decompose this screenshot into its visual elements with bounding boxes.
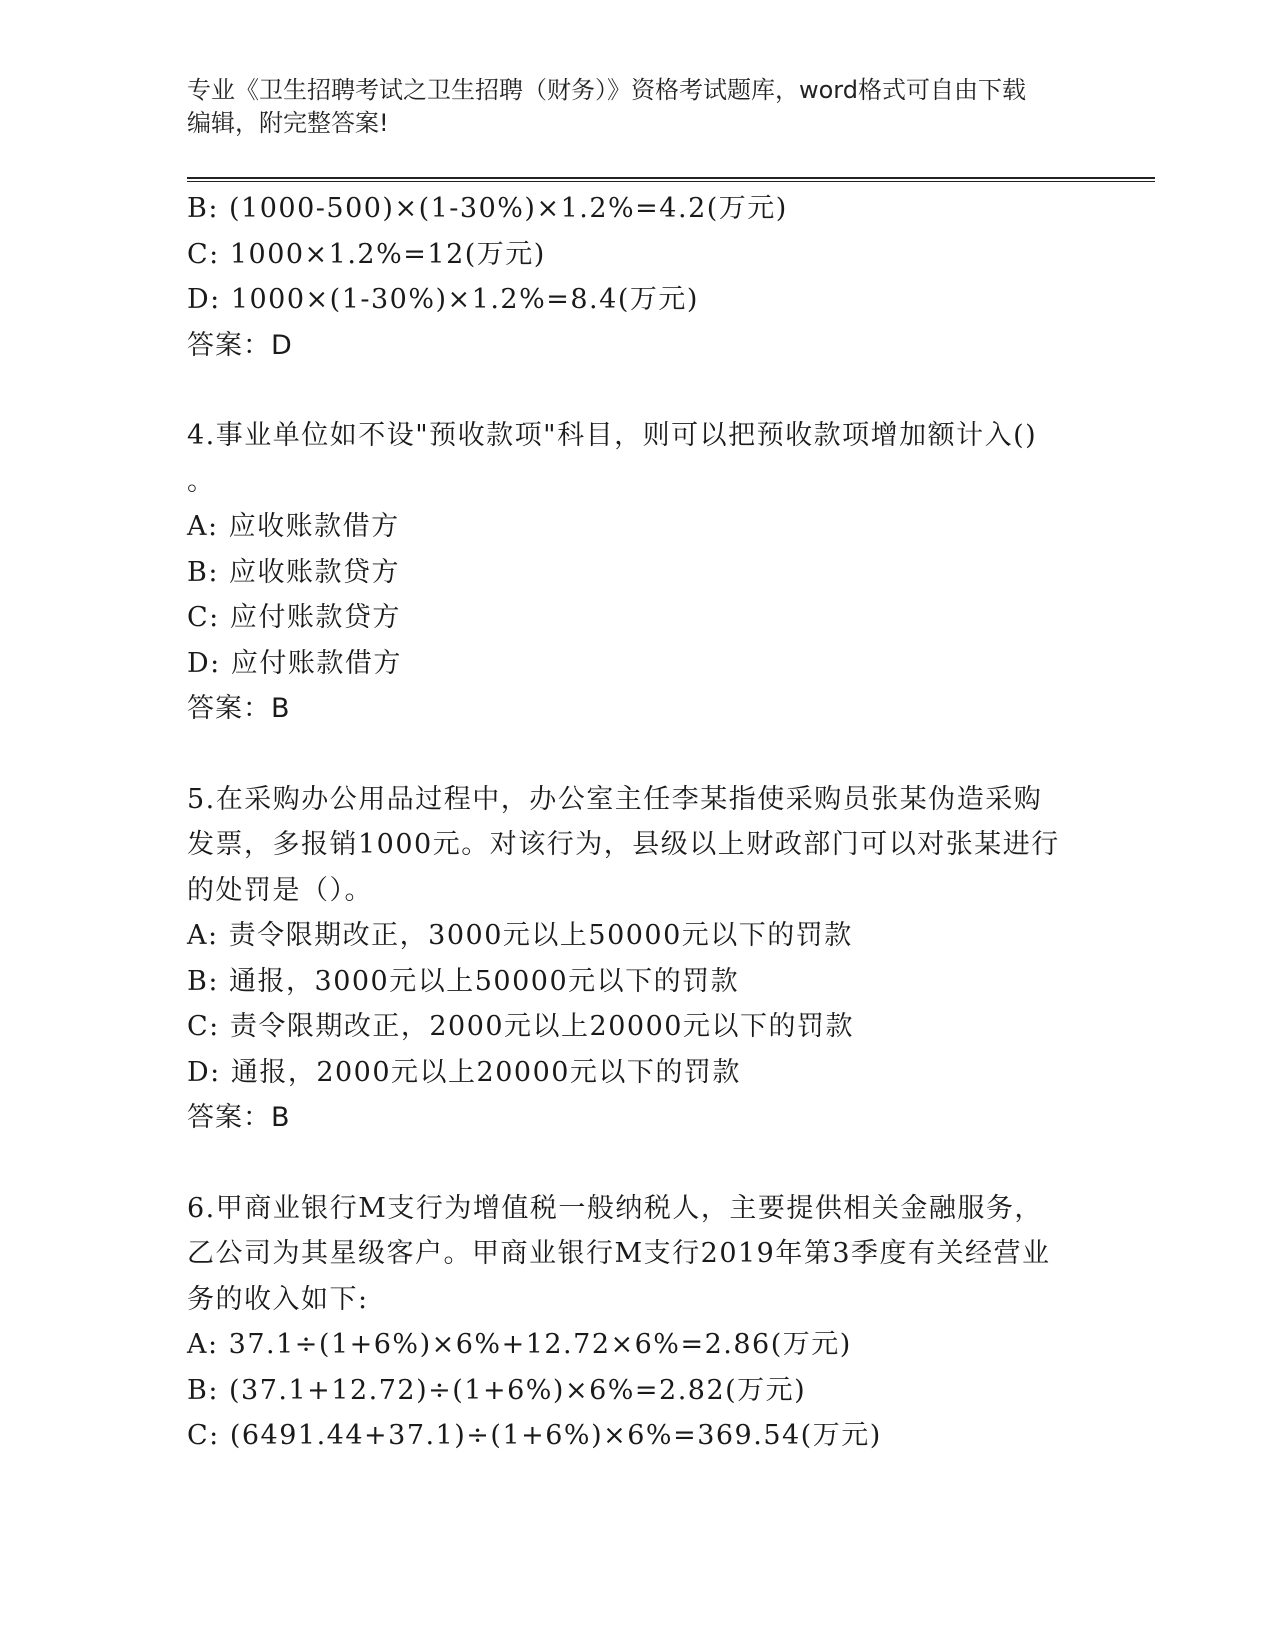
option-b: B: (37.1+12.72)÷(1+6%)×6%=2.82(万元) — [187, 1374, 807, 1406]
question-stem-end: 。 — [187, 465, 216, 497]
option-b: B: 应收账款贷方 — [187, 556, 401, 588]
spacer — [187, 368, 1157, 413]
spacer — [187, 732, 1157, 777]
question-stem: 5.在采购办公用品过程中，办公室主任李某指使采购员张某伪造采购 — [187, 783, 1043, 815]
option-b: B: (1000-500)×(1-30%)×1.2%=4.2(万元) — [187, 193, 788, 224]
question-list — [187, 186, 1157, 1459]
option-b: B: 通报，3000元以上50000元以下的罚款 — [187, 965, 740, 997]
page-header — [187, 74, 1067, 140]
option-a: A: 应收账款借方 — [187, 511, 400, 542]
option-c: C: 1000×1.2%=12(万元) — [187, 238, 546, 270]
question-stem: 务的收入如下: — [187, 1283, 369, 1315]
answer: 答案：B — [187, 693, 291, 724]
option-a: A: 责令限期改正，3000元以上50000元以下的罚款 — [187, 920, 853, 951]
answer: 答案：D — [187, 329, 293, 361]
option-c: C: 责令限期改正，2000元以上20000元以下的罚款 — [187, 1011, 854, 1042]
spacer — [187, 1141, 1157, 1186]
option-a: A: 37.1÷(1+6%)×6%+12.72×6%=2.86(万元) — [187, 1329, 852, 1360]
question-4 — [187, 413, 1157, 732]
question-stem: 发票，多报销1000元。对该行为，县级以上财政部门可以对张某进行 — [187, 829, 1060, 860]
question-3 — [187, 186, 1157, 368]
option-d: D: 应付账款借方 — [187, 647, 402, 679]
header-title-line-1: 专业《卫生招聘考试之卫生招聘（财务）》资格考试题库，word格式可自由下载 — [187, 76, 1026, 104]
option-d: D: 通报，2000元以上20000元以下的罚款 — [187, 1056, 741, 1088]
answer: 答案：B — [187, 1102, 291, 1133]
question-stem: 4.事业单位如不设"预收款项"科目，则可以把预收款项增加额计入() — [187, 420, 1038, 451]
question-stem: 的处罚是（）。 — [187, 874, 373, 906]
question-stem: 6.甲商业银行M支行为增值税一般纳税人，主要提供相关金融服务， — [187, 1192, 1043, 1224]
header-title-line-2: 编辑，附完整答案! — [187, 109, 389, 137]
question-stem: 乙公司为其星级客户。甲商业银行M支行2019年第3季度有关经营业 — [187, 1238, 1051, 1269]
question-6 — [187, 1186, 1157, 1459]
option-c: C: (6491.44+37.1)÷(1+6%)×6%=369.54(万元) — [187, 1420, 882, 1451]
header-divider — [187, 177, 1155, 182]
question-5 — [187, 777, 1157, 1141]
option-d: D: 1000×(1-30%)×1.2%=8.4(万元) — [187, 284, 699, 315]
option-c: C: 应付账款贷方 — [187, 602, 401, 633]
